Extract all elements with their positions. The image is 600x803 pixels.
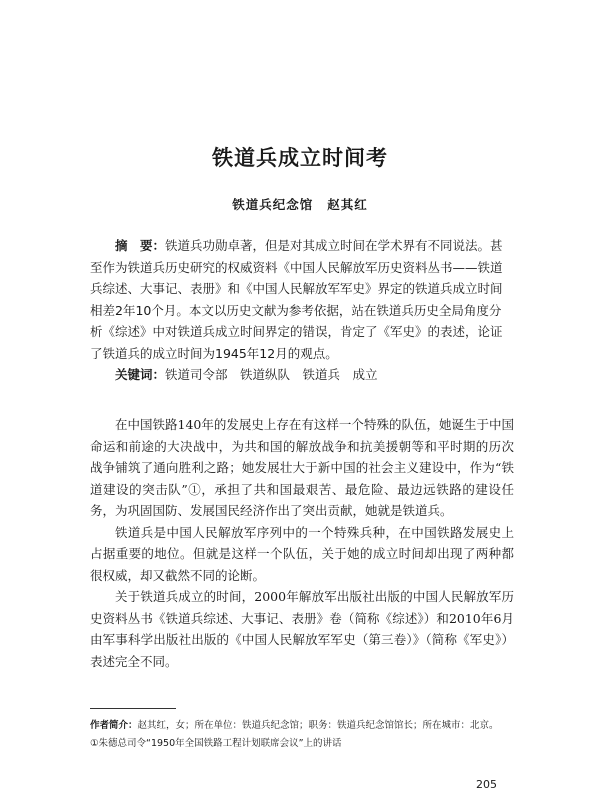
body-paragraph: 关于铁道兵成立的时间，2000年解放军出版社出版的中国人民解放军历史资料丛书《铁道兵综述、大事记、表册》卷（简称《综述》）和2010年6月由军事科学出版社出版的《中国人民解放军军史（第三卷）》（简称《军史》）表述完全不同。: [90, 589, 514, 669]
author-affiliation: 铁道兵纪念馆: [232, 197, 314, 212]
author-line: [0, 195, 600, 213]
abstract-label: 摘 要：: [115, 238, 166, 253]
keywords-text: 铁道司令部 铁道纵队 铁道兵 成立: [165, 367, 378, 382]
footnote-divider: [90, 708, 176, 709]
abstract: [90, 235, 510, 386]
keywords-label: 关键词：: [115, 367, 166, 382]
body-text: [90, 414, 514, 672]
body-paragraph: 在中国铁路140年的发展史上存在有这样一个特殊的队伍，她诞生于中国命运和前途的大决战中，为共和国的解放战争和抗美援朝等和平时期的历次战争铺筑了通向胜利之路；她发展壮大于新中国的社会主义建设中，作为“铁道建设的突击队”①，承担了共和国最艰苦、最危险、最边远铁路的建设任务，为巩固国防、发展国民经济作出了突出贡献，她就是铁道兵。: [90, 417, 514, 518]
article-title: 铁道兵成立时间考: [212, 145, 388, 170]
abstract-paragraph: [90, 235, 510, 364]
author-intro-label: 作者简介：: [90, 720, 138, 731]
footnotes: [90, 717, 510, 753]
keywords: [90, 364, 510, 386]
body-paragraph: 铁道兵是中国人民解放军序列中的一个特殊兵种，在中国铁路发展史上占据重要的地位。但就是这样一个队伍，关于她的成立时间却出现了两种都很权威，却又截然不同的论断。: [90, 524, 514, 583]
abstract-text: 铁道兵功勋卓著，但是对其成立时间在学术界有不同说法。甚至作为铁道兵历史研究的权威资料《中国人民解放军历史资料丛书——铁道兵综述、大事记、表册》和《中国人民解放军军史》界定的铁道兵成立时间相差2年10个月。本文以历史文献为参考依据，站在铁道兵历史全局角度分析《综述》中对铁道兵成立时间界定的错误，肯定了《军史》的表述，论证了铁道兵的成立时间为1945年12月的观点。: [90, 238, 503, 361]
page-number: 205: [476, 778, 497, 791]
author-intro-footnote: [90, 717, 510, 735]
footnote-1: ①朱德总司令“1950年全国铁路工程计划联席会议”上的讲话: [90, 738, 342, 749]
author-intro-text: 赵其红，女；所在单位：铁道兵纪念馆；职务：铁道兵纪念馆馆长；所在城市：北京。: [137, 720, 499, 731]
author-name: 赵其红: [327, 197, 368, 212]
